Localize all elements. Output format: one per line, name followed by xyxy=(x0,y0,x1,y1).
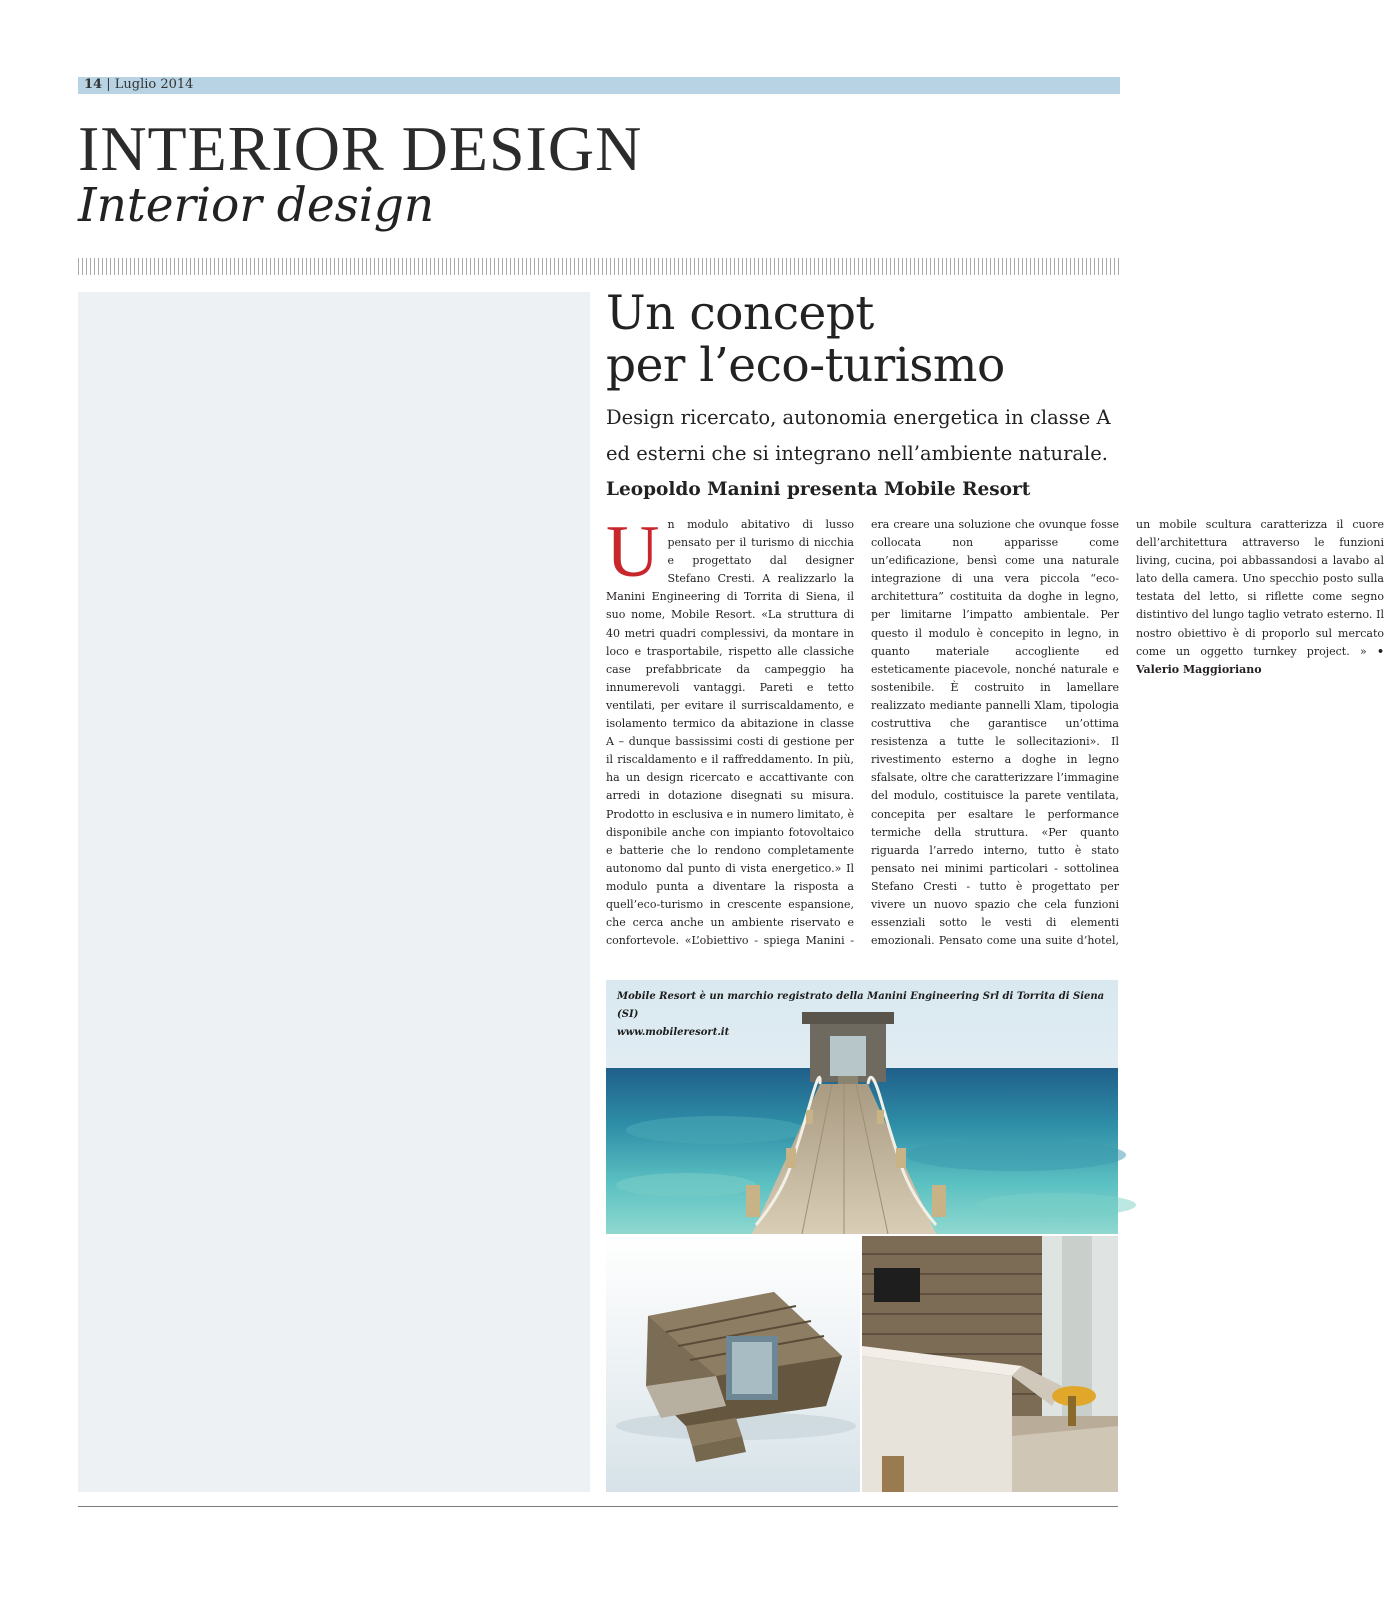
issue-date: Luglio 2014 xyxy=(114,77,194,92)
advertisement-placeholder-panel xyxy=(78,292,590,1492)
photo-caption xyxy=(617,988,1107,1042)
page-number: 14 xyxy=(84,77,103,92)
drop-cap: U xyxy=(606,511,660,593)
article-body-text: n modulo abitativo di lusso pensato per il turismo di nicchia e progettato dal designer Stefano Cresti. A realizzarlo la Manini Engineering di Torrita di Siena, il suo nome, Mobile Resort. «La struttura di 40 metri quadri complessivi, da montare in loco e trasportabile, rispetto alle classiche case prefabbricate da campeggio ha innumerevoli vantaggi. Pareti e tetto ventilati, per evitare il surriscaldamento, e isolamento termico da abitazione in classe A – dunque bassissimi costi di gestione per il riscaldamento e il raffreddamento. In più, ha un design ricercato e accattivante con arredi in dotazione disegnati su misura. Prodotto in esclusiva e in numero limitato, è disponibile anche con impianto fotovoltaico e batterie che lo rendono completamente autonomo dal punto di vista energetico.» Il modulo punta a diventare la risposta a quell’eco-turismo in crescente espansione, che cerca anche un ambiente riservato e confortevole. «L’obiettivo - spiega Manini - era creare una soluzione che ovunque fosse collocata non apparisse come un’edificazione, bensì come una naturale integrazione di una vera piccola “eco-architettura” costituita da doghe in legno, per limitarne l’impatto ambientale. Per questo il modulo è concepito in legno, in quanto materiale accogliente ed esteticamente piacevole, nonché naturale e sostenibile. È costruito in lamellare realizzato mediante pannelli Xlam, tipologia costruttiva che garantisce un’ottima resistenza a tutte le sollecitazioni». Il rivestimento esterno a doghe in legno sfalsate, oltre che caratterizzare l’immagine del modulo, costituisce la parete ventilata, concepita per esaltare le performance termiche della struttura. «Per quanto riguarda l’arredo interno, tutto è stato pensato nei minimi particolari - sottolinea Stefano Cresti - tutto è progettato per vivere un nuovo spazio che cela funzioni essenziali sotto le vesti di elementi emozionali. Pensato come una suite d’hotel, un mobile scultura caratterizza il cuore dell’architettura attraverso le funzioni living, cucina, poi abbassandosi a lavabo al lato della camera. Uno specchio posto sulla testata del letto, si riflette come segno distintivo del lungo taglio vetrato esterno. Il nostro obiettivo è di proporlo sul mercato come un oggetto turnkey project. » xyxy=(606,518,1384,948)
interior-render-photo xyxy=(862,1236,1118,1492)
header-band xyxy=(78,77,1120,94)
section-subtitle: Interior design xyxy=(78,178,435,233)
module-render-illustration xyxy=(606,1236,860,1492)
deck-line-2: ed esterni che si integrano nell’ambiente naturale. xyxy=(606,442,1109,465)
headline-line-1: Un concept xyxy=(606,286,874,341)
bottom-rule xyxy=(78,1506,1118,1507)
article-body xyxy=(606,511,1384,968)
module-render-photo xyxy=(606,1236,860,1492)
deck-line-1: Design ricercato, autonomia energetica in classe A xyxy=(606,406,1111,429)
byline: • Valerio Maggioriano xyxy=(1136,644,1384,676)
article-headline xyxy=(606,288,1120,392)
meta-separator: | xyxy=(106,77,111,92)
caption-line-1: Mobile Resort è un marchio registrato della Manini Engineering Srl di Torrita di Siena (SI) xyxy=(617,991,1105,1020)
headline-line-2: per l’eco-turismo xyxy=(606,338,1005,393)
article-deck xyxy=(606,400,1120,508)
caption-website: www.mobileresort.it xyxy=(617,1027,730,1038)
deck-line-3: Leopoldo Manini presenta Mobile Resort xyxy=(606,479,1031,500)
page-meta xyxy=(84,76,193,93)
decorative-stripe-rule xyxy=(78,258,1120,275)
section-title: INTERIOR DESIGN xyxy=(78,113,643,184)
interior-render-illustration xyxy=(862,1236,1118,1492)
